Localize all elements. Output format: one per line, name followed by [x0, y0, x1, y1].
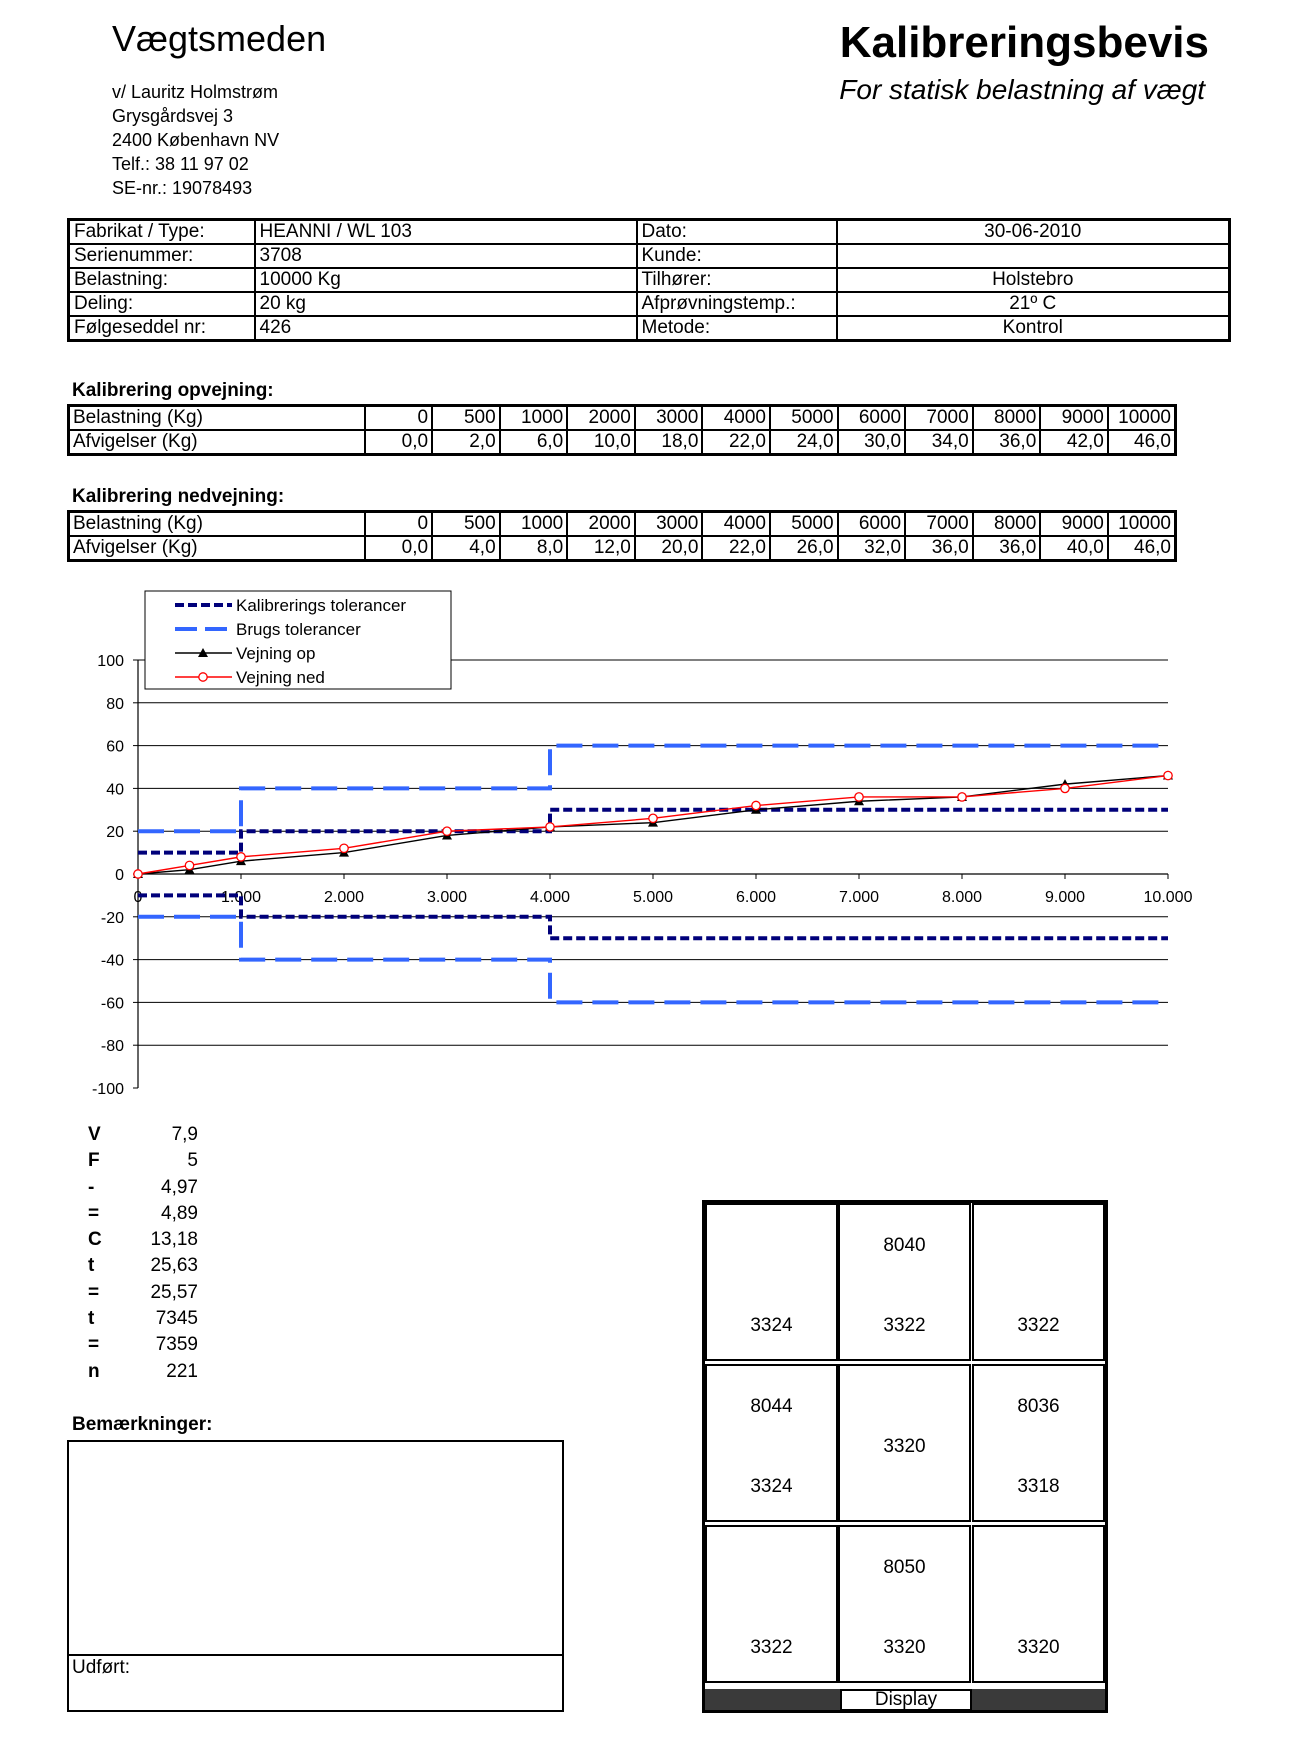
- deviation-cell: 26,0: [770, 536, 838, 561]
- info-value: Holstebro: [837, 268, 1230, 292]
- load-cell: 500: [432, 406, 500, 431]
- point-vejning-ned: [855, 793, 863, 801]
- load-cell-box: [838, 1525, 971, 1683]
- y-tick-label: 80: [106, 695, 124, 713]
- info-row: [69, 316, 1230, 341]
- y-tick-label: 20: [106, 824, 124, 842]
- address-line: 2400 København NV: [112, 130, 280, 150]
- deviation-cell: 8,0: [500, 536, 568, 561]
- stat-key: F: [88, 1150, 100, 1172]
- load-cell: 2000: [567, 512, 635, 537]
- info-value: 20 kg: [255, 292, 637, 316]
- row-label: Belastning (Kg): [69, 512, 365, 537]
- point-vejning-ned: [1061, 784, 1069, 792]
- deviation-cell: 4,0: [432, 536, 500, 561]
- load-cell: 7000: [905, 406, 973, 431]
- cell-reading-bottom: 3322: [1017, 1315, 1060, 1336]
- load-cell-box: [972, 1525, 1105, 1683]
- stat-value: 221: [166, 1360, 198, 1382]
- load-cell: 10000: [1108, 406, 1176, 431]
- load-cell: 4000: [702, 512, 770, 537]
- point-vejning-ned: [134, 870, 142, 878]
- stat-value: 7,9: [171, 1124, 198, 1145]
- info-label: Belastning:: [69, 268, 255, 292]
- deviation-cell: 22,0: [702, 536, 770, 561]
- stat-row: [88, 1148, 198, 1174]
- cell-reading-bottom: 3320: [1017, 1637, 1060, 1658]
- stat-row: [88, 1201, 198, 1227]
- load-cell: 5000: [770, 512, 838, 537]
- stat-row: [88, 1175, 198, 1201]
- info-label: Kunde:: [637, 244, 837, 268]
- stat-value: 4,89: [161, 1202, 198, 1224]
- load-cell: 2000: [567, 406, 635, 431]
- load-cell-box: [705, 1364, 838, 1522]
- stat-row: [88, 1122, 198, 1148]
- stat-key: n: [88, 1360, 100, 1382]
- load-cell: 8000: [973, 406, 1041, 431]
- load-cell-box: [705, 1525, 838, 1683]
- info-label: Deling:: [69, 292, 255, 316]
- point-vejning-ned: [340, 844, 348, 852]
- cell-reading-top: 8050: [883, 1557, 926, 1578]
- y-tick-label: -20: [100, 909, 124, 927]
- load-cell: 6000: [838, 512, 906, 537]
- calibration-up-title: Kalibrering opvejning:: [72, 380, 274, 401]
- stat-key: =: [88, 1202, 100, 1224]
- point-vejning-ned: [1164, 771, 1172, 779]
- load-cell-box: [705, 1203, 838, 1361]
- deviation-cell: 0,0: [365, 430, 433, 455]
- load-row: [69, 512, 1176, 537]
- load-cell: 3000: [635, 512, 703, 537]
- x-tick-label: 6.000: [735, 889, 777, 906]
- address-line: v/ Lauritz Holmstrøm: [112, 82, 279, 102]
- y-tick-label: 100: [97, 653, 124, 670]
- load-cell: 9000: [1040, 406, 1108, 431]
- load-cell: 8000: [973, 512, 1041, 537]
- stat-value: 5: [187, 1150, 198, 1172]
- platform-grid: [702, 1200, 1108, 1713]
- address-line: Grysgårdsvej 3: [112, 106, 234, 126]
- deviation-cell: 32,0: [838, 536, 906, 561]
- deviation-cell: 22,0: [702, 430, 770, 455]
- deviation-cell: 2,0: [432, 430, 500, 455]
- info-value: 10000 Kg: [255, 268, 637, 292]
- info-value: 30-06-2010: [837, 220, 1230, 245]
- deviation-cell: 36,0: [973, 536, 1041, 561]
- point-vejning-ned: [649, 814, 657, 822]
- load-cell-box: [972, 1203, 1105, 1361]
- deviation-cell: 30,0: [838, 430, 906, 455]
- info-value: [837, 244, 1230, 268]
- x-tick-label: 10.000: [1143, 889, 1193, 906]
- stat-row: [88, 1280, 198, 1306]
- legend-label: Vejning op: [236, 644, 316, 663]
- y-tick-label: 40: [106, 781, 124, 799]
- calibration-down-title: Kalibrering nedvejning:: [72, 486, 285, 507]
- stat-value: 13,18: [150, 1229, 198, 1251]
- cell-reading-bottom: 3322: [883, 1315, 926, 1336]
- point-vejning-ned: [443, 827, 451, 835]
- deviation-cell: 42,0: [1040, 430, 1108, 455]
- stat-value: 25,57: [150, 1281, 198, 1303]
- stat-key: -: [88, 1176, 95, 1198]
- load-cell: 7000: [905, 512, 973, 537]
- y-tick-label: 0: [115, 867, 124, 884]
- stat-value: 4,97: [161, 1176, 198, 1198]
- row-label: Afvigelser (Kg): [69, 430, 365, 455]
- cell-reading-bottom: 3320: [883, 1637, 926, 1658]
- cell-reading-bottom: 3324: [750, 1476, 793, 1497]
- info-row: [69, 292, 1230, 316]
- x-tick-label: 5.000: [632, 889, 674, 906]
- y-tick-label: -40: [100, 952, 124, 970]
- stat-value: 7359: [155, 1334, 198, 1356]
- x-tick-label: 7.000: [838, 889, 880, 906]
- deviation-row: [69, 536, 1176, 561]
- deviation-cell: 20,0: [635, 536, 703, 561]
- legend-marker: [199, 673, 207, 681]
- stat-row: [88, 1227, 198, 1253]
- calibration-chart: [0, 590, 1307, 1100]
- info-label: Følgeseddel nr:: [69, 316, 255, 341]
- stat-row: [88, 1253, 198, 1279]
- deviation-row: [69, 430, 1176, 455]
- stat-key: t: [88, 1308, 95, 1330]
- y-tick-label: -100: [91, 1081, 124, 1098]
- legend-label: Kalibrerings tolerancer: [236, 596, 407, 615]
- load-cell: 1000: [500, 512, 568, 537]
- info-label: Fabrikat / Type:: [69, 220, 255, 245]
- x-tick-label: 1.000: [220, 889, 262, 906]
- load-cell: 500: [432, 512, 500, 537]
- stat-key: =: [88, 1281, 100, 1303]
- deviation-cell: 24,0: [770, 430, 838, 455]
- performed-label: Udført:: [72, 1657, 131, 1678]
- info-value: 426: [255, 316, 637, 341]
- stat-value: 7345: [155, 1308, 198, 1330]
- load-cell: 6000: [838, 406, 906, 431]
- info-value: 21º C: [837, 292, 1230, 316]
- deviation-cell: 12,0: [567, 536, 635, 561]
- stat-key: C: [88, 1229, 102, 1251]
- x-tick-label: 8.000: [941, 889, 983, 906]
- calibration-up-table: [67, 404, 1177, 456]
- x-tick-label: 4.000: [529, 889, 571, 906]
- point-vejning-ned: [546, 823, 554, 831]
- point-vejning-ned: [185, 861, 193, 869]
- y-tick-label: 60: [106, 738, 124, 756]
- cell-reading-top: 8040: [883, 1235, 926, 1256]
- deviation-cell: 34,0: [905, 430, 973, 455]
- info-label: Serienummer:: [69, 244, 255, 268]
- stat-row: [88, 1306, 198, 1332]
- x-tick-label: 3.000: [426, 889, 468, 906]
- load-row: [69, 406, 1176, 431]
- legend-label: Brugs tolerancer: [236, 620, 361, 639]
- info-value: HEANNI / WL 103: [255, 220, 637, 245]
- cell-reading-bottom: 3318: [1017, 1476, 1060, 1497]
- deviation-cell: 36,0: [905, 536, 973, 561]
- legend-label: Vejning ned: [236, 668, 325, 687]
- company-address: [112, 80, 279, 200]
- stats-list: [88, 1122, 198, 1385]
- info-value: 3708: [255, 244, 637, 268]
- display-label: Display: [840, 1689, 972, 1711]
- stat-key: =: [88, 1334, 100, 1356]
- cell-reading-top: 8044: [750, 1396, 793, 1417]
- remarks-title: Bemærkninger:: [72, 1414, 213, 1435]
- load-cell: 3000: [635, 406, 703, 431]
- display-bar-left: [705, 1689, 840, 1710]
- deviation-cell: 40,0: [1040, 536, 1108, 561]
- point-vejning-ned: [958, 793, 966, 801]
- load-cell: 0: [365, 512, 433, 537]
- calibration-down-table: [67, 510, 1177, 562]
- row-label: Afvigelser (Kg): [69, 536, 365, 561]
- deviation-cell: 10,0: [567, 430, 635, 455]
- cell-reading-top: 8036: [1017, 1396, 1060, 1417]
- load-cell-box: [838, 1203, 971, 1361]
- deviation-cell: 0,0: [365, 536, 433, 561]
- load-cell: 0: [365, 406, 433, 431]
- load-cell: 5000: [770, 406, 838, 431]
- load-cell-box: [972, 1364, 1105, 1522]
- y-tick-label: -80: [100, 1038, 124, 1056]
- info-label: Dato:: [637, 220, 837, 245]
- document-title: Kalibreringsbevis: [839, 18, 1209, 67]
- info-table: [67, 218, 1231, 342]
- address-line: SE-nr.: 19078493: [112, 178, 253, 198]
- deviation-cell: 36,0: [973, 430, 1041, 455]
- stat-value: 25,63: [150, 1255, 198, 1277]
- info-row: [69, 268, 1230, 292]
- info-label: Metode:: [637, 316, 837, 341]
- cell-reading-bottom: 3324: [750, 1315, 793, 1336]
- load-cell: 10000: [1108, 512, 1176, 537]
- info-label: Afprøvningstemp.:: [637, 292, 837, 316]
- y-tick-label: -60: [100, 995, 124, 1013]
- stat-key: t: [88, 1255, 95, 1277]
- row-label: Belastning (Kg): [69, 406, 365, 431]
- load-cell-box: [838, 1364, 971, 1522]
- address-line: Telf.: 38 11 97 02: [112, 154, 249, 174]
- display-bar-right: [972, 1689, 1105, 1710]
- deviation-cell: 46,0: [1108, 430, 1176, 455]
- stat-row: [88, 1332, 198, 1358]
- load-cell: 1000: [500, 406, 568, 431]
- remarks-box[interactable]: [67, 1440, 564, 1712]
- company-name: Vægtsmeden: [112, 18, 327, 59]
- x-tick-label: 0: [133, 889, 143, 906]
- info-value: Kontrol: [837, 316, 1230, 341]
- remarks-divider: [67, 1654, 564, 1656]
- info-row: [69, 244, 1230, 268]
- cell-reading-bottom: 3322: [750, 1637, 793, 1658]
- load-cell: 4000: [702, 406, 770, 431]
- x-tick-label: 2.000: [323, 889, 365, 906]
- document-subtitle: For statisk belastning af vægt: [839, 74, 1205, 105]
- deviation-cell: 46,0: [1108, 536, 1176, 561]
- x-tick-label: 9.000: [1044, 889, 1086, 906]
- stat-row: [88, 1359, 198, 1385]
- stat-key: V: [88, 1124, 101, 1145]
- deviation-cell: 6,0: [500, 430, 568, 455]
- cell-reading-mid: 3320: [883, 1436, 926, 1457]
- info-label: Tilhører:: [637, 268, 837, 292]
- load-cell: 9000: [1040, 512, 1108, 537]
- info-row: [69, 220, 1230, 245]
- point-vejning-ned: [237, 853, 245, 861]
- point-vejning-ned: [752, 801, 760, 809]
- deviation-cell: 18,0: [635, 430, 703, 455]
